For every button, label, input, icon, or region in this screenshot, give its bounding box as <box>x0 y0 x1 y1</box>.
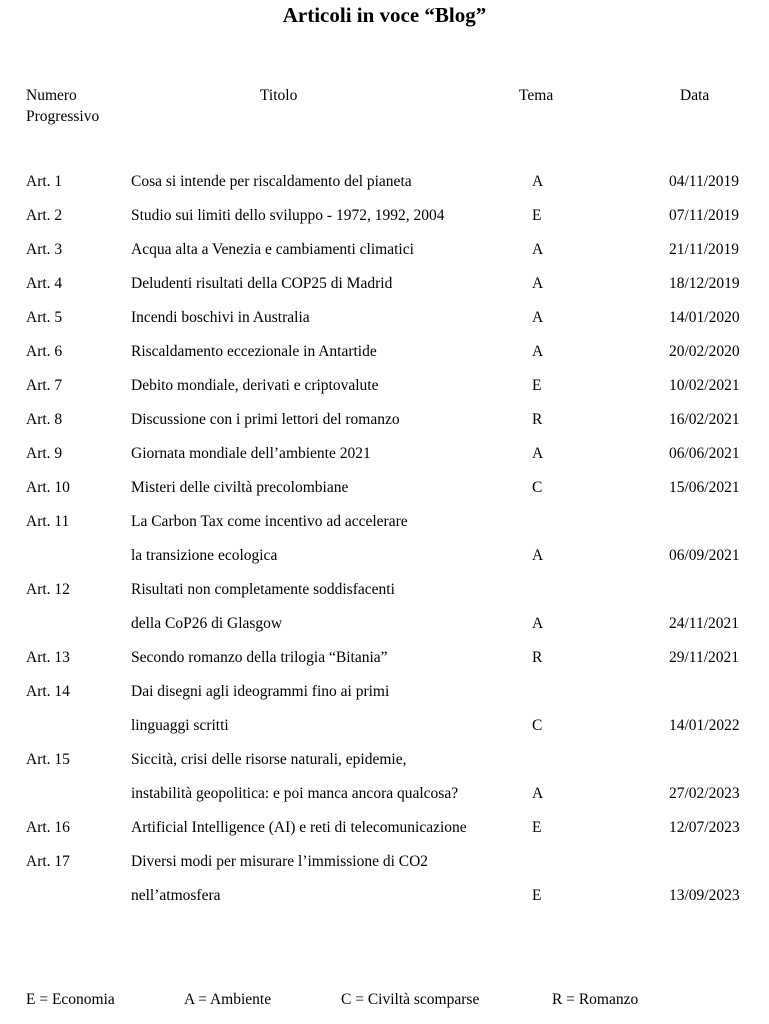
article-date: 18/12/2019 <box>669 275 740 292</box>
legend-item: R = Romanzo <box>552 991 639 1008</box>
article-title: Dai disegni agli ideogrammi fino ai primi <box>131 683 390 700</box>
table-row <box>0 511 769 545</box>
article-theme: A <box>532 615 544 632</box>
table-row <box>0 341 769 375</box>
table-row <box>0 545 769 579</box>
article-title: Diversi modi per misurare l’immissione di CO2 <box>131 853 429 870</box>
article-theme: A <box>532 445 544 462</box>
article-title: Riscaldamento eccezionale in Antartide <box>131 343 377 360</box>
article-title: nell’atmosfera <box>131 887 221 904</box>
article-date: 21/11/2019 <box>669 241 740 258</box>
article-number: Art. 10 <box>26 479 70 496</box>
article-title: Artificial Intelligence (AI) e reti di telecomunicazione <box>131 819 467 836</box>
article-title: Secondo romanzo della trilogia “Bitania” <box>131 649 388 666</box>
article-theme: A <box>532 343 544 360</box>
table-row <box>0 477 769 511</box>
article-number: Art. 16 <box>26 819 70 836</box>
article-number: Art. 9 <box>26 445 63 462</box>
article-number: Art. 1 <box>26 173 63 190</box>
article-title: Siccità, crisi delle risorse naturali, epidemie, <box>131 751 407 768</box>
article-date: 12/07/2023 <box>669 819 740 836</box>
article-date: 06/09/2021 <box>669 547 740 564</box>
article-number: Art. 6 <box>26 343 63 360</box>
column-header-number <box>26 85 146 127</box>
article-title: Debito mondiale, derivati e criptovalute <box>131 377 379 394</box>
table-row <box>0 239 769 273</box>
article-date: 06/06/2021 <box>669 445 740 462</box>
article-theme: E <box>532 207 542 224</box>
legend-item: A = Ambiente <box>184 991 272 1008</box>
article-title: Incendi boschivi in Australia <box>131 309 310 326</box>
article-number: Art. 2 <box>26 207 63 224</box>
article-title: la transizione ecologica <box>131 547 278 564</box>
article-theme: A <box>532 275 544 292</box>
article-number: Art. 14 <box>26 683 70 700</box>
column-header-title: Titolo <box>260 87 298 104</box>
article-theme: A <box>532 547 544 564</box>
article-number: Art. 4 <box>26 275 63 292</box>
article-date: 29/11/2021 <box>669 649 740 666</box>
table-row <box>0 273 769 307</box>
article-date: 13/09/2023 <box>669 887 740 904</box>
table-row <box>0 613 769 647</box>
article-number: Art. 13 <box>26 649 70 666</box>
article-date: 20/02/2020 <box>669 343 740 360</box>
article-title: Misteri delle civiltà precolombiane <box>131 479 349 496</box>
table-row <box>0 817 769 851</box>
article-number: Art. 12 <box>26 581 70 598</box>
article-date: 10/02/2021 <box>669 377 740 394</box>
table-row <box>0 647 769 681</box>
article-theme: R <box>532 411 543 428</box>
article-theme: A <box>532 241 544 258</box>
article-title: Giornata mondiale dell’ambiente 2021 <box>131 445 371 462</box>
article-theme: A <box>532 173 544 190</box>
table-row <box>0 715 769 749</box>
article-theme: C <box>532 479 543 496</box>
article-title: Acqua alta a Venezia e cambiamenti climatici <box>131 241 414 258</box>
table-row <box>0 749 769 783</box>
table-row <box>0 375 769 409</box>
article-number: Art. 15 <box>26 751 70 768</box>
table-row <box>0 681 769 715</box>
legend-item: E = Economia <box>26 991 115 1008</box>
table-row <box>0 443 769 477</box>
article-theme: E <box>532 887 542 904</box>
article-title: La Carbon Tax come incentivo ad accelerare <box>131 513 408 530</box>
article-number: Art. 11 <box>26 513 70 530</box>
column-header-number-label: Numero Progressivo <box>26 87 100 125</box>
table-row <box>0 885 769 919</box>
article-title: della CoP26 di Glasgow <box>131 615 283 632</box>
table-row <box>0 579 769 613</box>
article-date: 14/01/2022 <box>669 717 740 734</box>
article-title: Deludenti risultati della COP25 di Madrid <box>131 275 393 292</box>
table-row <box>0 307 769 341</box>
column-header-date: Data <box>680 87 710 104</box>
article-title: Risultati non completamente soddisfacenti <box>131 581 395 598</box>
table-row <box>0 851 769 885</box>
article-title: instabilità geopolitica: e poi manca ancora qualcosa? <box>131 785 459 802</box>
articles-table <box>0 171 769 919</box>
article-number: Art. 8 <box>26 411 63 428</box>
article-title: Cosa si intende per riscaldamento del pianeta <box>131 173 412 190</box>
article-theme: E <box>532 819 542 836</box>
page-title: Articoli in voce “Blog” <box>282 3 487 27</box>
table-row <box>0 409 769 443</box>
article-title: Studio sui limiti dello sviluppo - 1972, 1992, 2004 <box>131 207 445 224</box>
article-date: 24/11/2021 <box>669 615 740 632</box>
article-title: linguaggi scritti <box>131 717 229 734</box>
article-number: Art. 17 <box>26 853 70 870</box>
table-row <box>0 205 769 239</box>
article-theme: E <box>532 377 542 394</box>
article-number: Art. 5 <box>26 309 63 326</box>
column-header-theme: Tema <box>519 87 554 104</box>
article-number: Art. 7 <box>26 377 63 394</box>
article-date: 14/01/2020 <box>669 309 740 326</box>
legend-item: C = Civiltà scomparse <box>341 991 480 1008</box>
article-theme: R <box>532 649 543 666</box>
article-number: Art. 3 <box>26 241 63 258</box>
article-theme: A <box>532 785 544 802</box>
article-theme: A <box>532 309 544 326</box>
article-date: 07/11/2019 <box>669 207 740 224</box>
article-title: Discussione con i primi lettori del romanzo <box>131 411 400 428</box>
article-date: 16/02/2021 <box>669 411 740 428</box>
article-date: 04/11/2019 <box>669 173 740 190</box>
table-row <box>0 171 769 205</box>
article-theme: C <box>532 717 543 734</box>
table-row <box>0 783 769 817</box>
article-date: 15/06/2021 <box>669 479 740 496</box>
article-date: 27/02/2023 <box>669 785 740 802</box>
